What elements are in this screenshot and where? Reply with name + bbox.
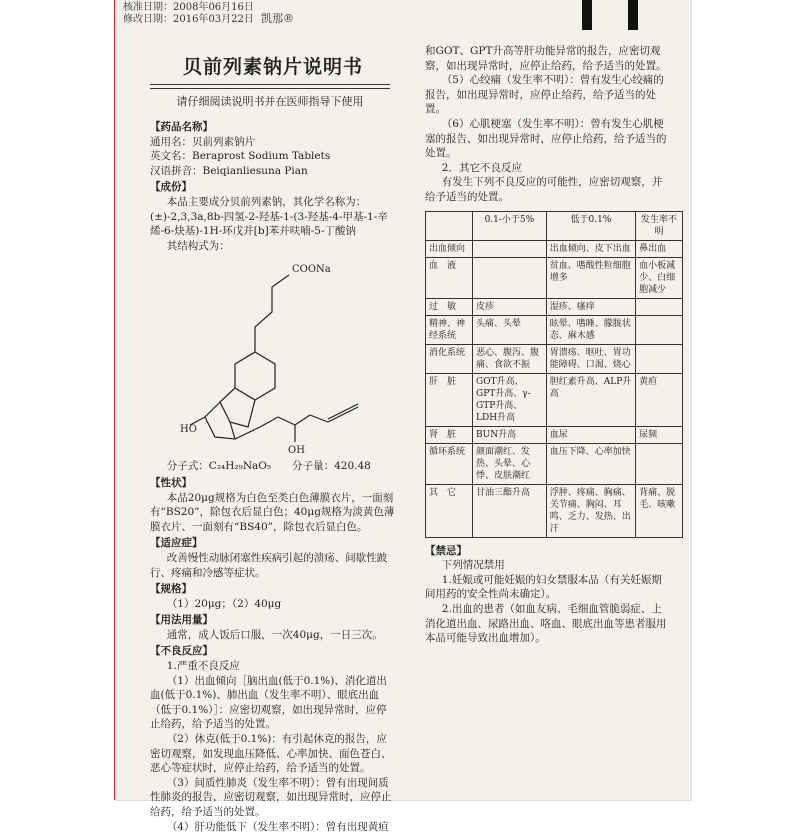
table-cell [636, 443, 683, 484]
table-cell: 眩晕、嗜睡、朦胧状态、麻木感 [546, 315, 635, 344]
chemical-structure [150, 257, 395, 457]
table-cell: 尿频 [636, 426, 683, 443]
table-cell: 循环系统 [426, 443, 473, 484]
structure-diagram [180, 257, 370, 457]
molecular-formula: 分子式：C₂₄H₂₉NaO₅ 分子量：420.48 [166, 460, 371, 473]
specification-text: （1）20μg；（2）40μg [166, 597, 282, 610]
english-name: 英文名：Beraprost Sodium Tablets [150, 150, 331, 163]
contra-intro: 下列情况禁用 [441, 559, 505, 572]
section-usage: 【用法用量】 [150, 614, 213, 627]
table-cell [636, 315, 683, 344]
page-edge-line [114, 0, 115, 800]
table-cell: 背痛、脱毛、咳嗽 [636, 484, 683, 537]
table-row [426, 344, 683, 373]
table-cell [636, 344, 683, 373]
contra-item-1: 1.妊娠或可能妊娠的妇女禁服本品（有关妊娠期间用药的安全性尚未确定）。 [425, 573, 662, 601]
table-cell [473, 240, 547, 257]
table-header: 0.1-小于5% [473, 211, 547, 240]
composition-text: 本品主要成分贝前列素钠，其化学名称为：(±)-2,3,3a,8b-四氢-2-羟基-1-(3-羟基-4-甲基-1-辛烯-6-炔基)-1H-环戊并[b]苯并呋喃-5-丁酸钠 [150, 195, 388, 238]
table-cell: 出血倾向 [426, 240, 473, 257]
section-contraindications: 【禁忌】 [425, 544, 467, 557]
table-cell: 血小板减少、白细胞减少 [636, 257, 683, 298]
table-cell: 胃溃疡、呕吐、胃功能障碍、口渴、烧心 [546, 344, 635, 373]
table-cell: 精神、神经系统 [426, 315, 473, 344]
table-row [426, 426, 683, 443]
table-cell [473, 257, 547, 298]
approval-date: 核准日期：2008年06月16日 [123, 2, 254, 13]
table-cell: 血压下降、心率加快 [546, 443, 635, 484]
other-adverse-heading: 2．其它不良反应 [441, 161, 522, 174]
table-header: 发生率不明 [636, 211, 683, 240]
adverse-table [425, 211, 683, 538]
table-cell: 其 它 [426, 484, 473, 537]
section-drug-name: 【药品名称】 [150, 121, 213, 133]
fold-mark-right [628, 0, 638, 30]
table-cell: 甘油三酯升高 [473, 484, 547, 537]
adverse-item-5: （5）心绞痛（发生率不明）：曾有发生心绞痛的报告，如出现异常时，应停止给药，给予适当的处置。 [425, 74, 664, 116]
adverse-item-1: （1）出血倾向［脑出血(低于0.1%)、消化道出血(低于0.1%)、肺出血（发生率不明）、眼底出血（低于0.1%）］：应密切观察，如出现异常时，应停止给药，给予适当的处置。 [150, 674, 387, 731]
contra-item-2: 2.出血的患者（如血友病、毛细血管脆弱症、上消化道出血、尿路出血、咯血、眼底出血等患者服用本品可能导致出血增加）。 [425, 602, 667, 645]
adverse-item-3: （3）间质性肺炎（发生率不明）：曾有出现间质性肺炎的报告，应密切观察，如出现异常时，应停止给药，给予适当的处置。 [150, 776, 392, 818]
adverse-item-6: （6）心肌梗塞（发生率不明）：曾有发生心肌梗塞的报告、如出现异常时，应停止给药，给予适当的处置。 [425, 117, 667, 160]
table-cell: 肾 脏 [426, 426, 473, 443]
table-row [426, 240, 683, 257]
table-cell: 黄疸 [636, 373, 683, 426]
table-cell: 颜面潮红、发热、头晕、心悸、皮肤潮红 [473, 443, 547, 484]
right-column [425, 44, 678, 646]
fold-mark-left [582, 0, 592, 30]
table-row [426, 315, 683, 344]
usage-text: 通常，成人饭后口服，一次40μg，一日三次。 [166, 628, 383, 641]
section-composition: 【成份】 [150, 181, 192, 194]
table-row [426, 257, 683, 298]
indications-text: 改善慢性动脉闭塞性疾病引起的溃疡、间歇性跛行、疼痛和冷感等症状。 [150, 551, 388, 579]
section-adverse: 【不良反应】 [150, 645, 213, 658]
title-rule-bottom [150, 88, 390, 89]
table-cell: 恶心、腹泻、腹痛、食欲不振 [473, 344, 547, 373]
table-cell: 湿疹、瘙痒 [546, 298, 635, 315]
adverse-item-2: （2）休克(低于0.1%)：有引起休克的报告，应密切观察，如发现血压降低、心率加快、面色苍白、恶心等症状时，应停止给药，给予适当的处置。 [150, 733, 392, 775]
chem-label-ho: HO [180, 424, 197, 436]
table-cell: 出血倾向、皮下出血 [546, 240, 635, 257]
table-cell: 皮疹 [473, 298, 547, 315]
table-cell: 鼻出血 [636, 240, 683, 257]
brand-mark: 凯那® [261, 12, 294, 25]
chem-label-coona: COONa [292, 264, 331, 276]
title-rule-top [150, 84, 390, 85]
table-cell: GOT升高、GPT升高、γ-GTP升高、LDH升高 [473, 373, 547, 426]
table-header-row [426, 211, 683, 240]
structure-label: 其结构式为： [166, 239, 230, 252]
chem-label-oh: OH [288, 445, 305, 457]
section-properties: 【性状】 [150, 476, 192, 489]
section-specification: 【规格】 [150, 583, 192, 596]
other-adverse-text: 有发生下列不良反应的可能性，应密切观察，并给予适当的处置。 [425, 176, 663, 203]
date-block [123, 2, 254, 26]
section-indications: 【适应症】 [150, 537, 203, 550]
adverse-item-4-cont: 和GOT、GPT升高等肝功能异常的报告，应密切观察，如出现异常时，应停止给药，给予适当的处置。 [425, 45, 667, 72]
table-header: 低于0.1% [546, 211, 635, 240]
table-row [426, 298, 683, 315]
doc-title: 贝前列素钠片说明书 [182, 56, 363, 78]
left-column [150, 118, 395, 834]
table-cell: 胆红素升高、ALP升高 [546, 373, 635, 426]
table-cell: 头痛、头晕 [473, 315, 547, 344]
table-cell: 浮肿、疼痛、胸痛、关节痛、胸闷、耳鸣、乏力、发热、出汗 [546, 484, 635, 537]
revision-date: 修改日期：2016年03月22日 [123, 14, 254, 25]
table-row [426, 373, 683, 426]
generic-name: 通用名：贝前列素钠片 [150, 135, 255, 148]
table-row [426, 443, 683, 484]
table-header [426, 211, 473, 240]
pinyin-name: 汉语拼音：Beiqianliesuna Pian [150, 164, 308, 177]
adverse-serious-heading: 1.严重不良反应 [166, 660, 240, 673]
adverse-item-4: （4）肝功能低下（发生率不明）：曾有出现黄疸 [166, 820, 389, 833]
doc-subtitle: 请仔细阅读说明书并在医师指导下使用 [176, 95, 364, 108]
table-cell: 血尿 [546, 426, 635, 443]
table-cell: 消化系统 [426, 344, 473, 373]
table-cell: 过 敏 [426, 298, 473, 315]
table-cell [636, 298, 683, 315]
table-row [426, 484, 683, 537]
table-cell: 血 液 [426, 257, 473, 298]
table-cell: 肝 脏 [426, 373, 473, 426]
table-cell: 贫血、嗜酸性粒细胞增多 [546, 257, 635, 298]
properties-text: 本品20μg规格为白色至类白色薄膜衣片，一面刻有“BS20”，除包衣后显白色；40μg规格为淡黄色薄膜衣片、一面刻有“BS40”，除包衣后显白色。 [150, 491, 395, 533]
table-cell: BUN升高 [473, 426, 547, 443]
